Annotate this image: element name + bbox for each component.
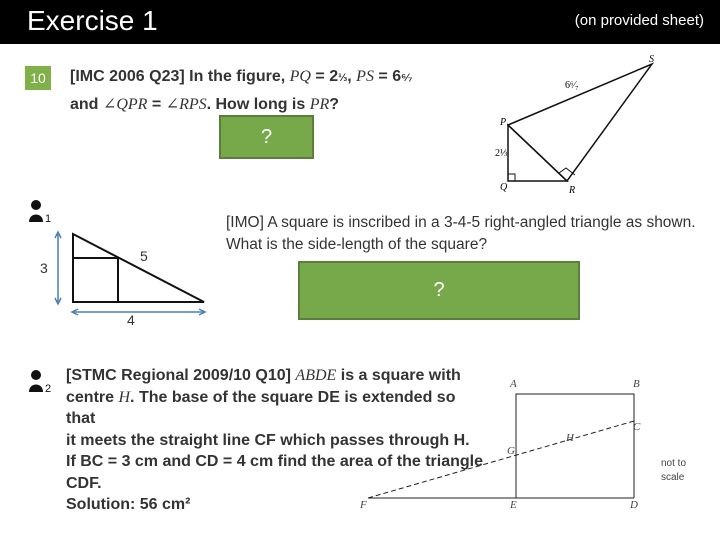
label-ps: 6⁶⁄₇: [565, 80, 579, 91]
q10-source: [IMC 2006 Q23]: [70, 68, 185, 85]
q10-figure: [495, 52, 675, 200]
slide-title: Exercise 1: [27, 5, 158, 36]
square-abde: [516, 394, 634, 498]
n2-solution: Solution: 56 cm²: [66, 496, 191, 513]
label-base: 4: [127, 312, 135, 328]
n2-figure: [350, 374, 700, 514]
slide-note: (on provided sheet): [574, 12, 704, 29]
n2-text: [STMC Regional 2009/10 Q10] ABDE is a square with centre H. The base of the square DE is extended so that it meets the straight line CF which passes through H. If BC = 3 cm and CD = 4 cm find the area of the triangle CDF. Solution: 56 cm²: [66, 365, 486, 516]
label-s: S: [649, 54, 654, 65]
svg-text:1: 1: [45, 213, 52, 225]
label-hyp: 5: [140, 248, 148, 264]
label-b: B: [633, 378, 640, 390]
note-scale: scale: [661, 472, 685, 483]
q10-answer-mask[interactable]: ?: [219, 115, 314, 159]
label-r: R: [569, 185, 576, 196]
person-icon: [31, 370, 41, 380]
q10-question: How long is: [215, 95, 306, 113]
n1-figure: [30, 222, 220, 330]
person-icon: [31, 200, 41, 210]
label-g: G: [507, 445, 515, 457]
inscribed-square: [73, 258, 118, 302]
label-pq: 2⅓: [495, 148, 508, 159]
q10-text-b: and: [70, 95, 99, 113]
label-e: E: [510, 499, 517, 511]
title-bar: [0, 0, 720, 44]
triangle-345: [73, 234, 204, 302]
label-height: 3: [40, 260, 48, 276]
note-not-to: not to: [661, 458, 687, 469]
q10-text: [IMC 2006 Q23] In the figure, PQ = 2⅓, PS = 6⁶⁄₇ and ∠QPR = ∠RPS. How long is PR?: [70, 68, 413, 113]
svg-text:2: 2: [45, 383, 52, 395]
label-h: H: [566, 432, 574, 444]
n2-badge: [25, 368, 59, 398]
question-number: 10: [25, 66, 51, 90]
label-a: A: [510, 378, 517, 390]
line-fc: [368, 421, 634, 498]
right-angle-mark-q: [508, 174, 515, 181]
n1-text: [IMO] A square is inscribed in a 3-4-5 right-angled triangle as shown. What is the side-length of the square?: [226, 214, 696, 253]
triangle-prs: [508, 64, 652, 181]
label-d: D: [630, 499, 638, 511]
n1-answer-mask[interactable]: ?: [298, 261, 580, 320]
label-f: F: [360, 499, 367, 511]
label-c: C: [633, 421, 641, 433]
q10-text-a: In the figure,: [189, 68, 286, 85]
label-q: Q: [500, 182, 508, 193]
label-p: P: [500, 117, 507, 128]
